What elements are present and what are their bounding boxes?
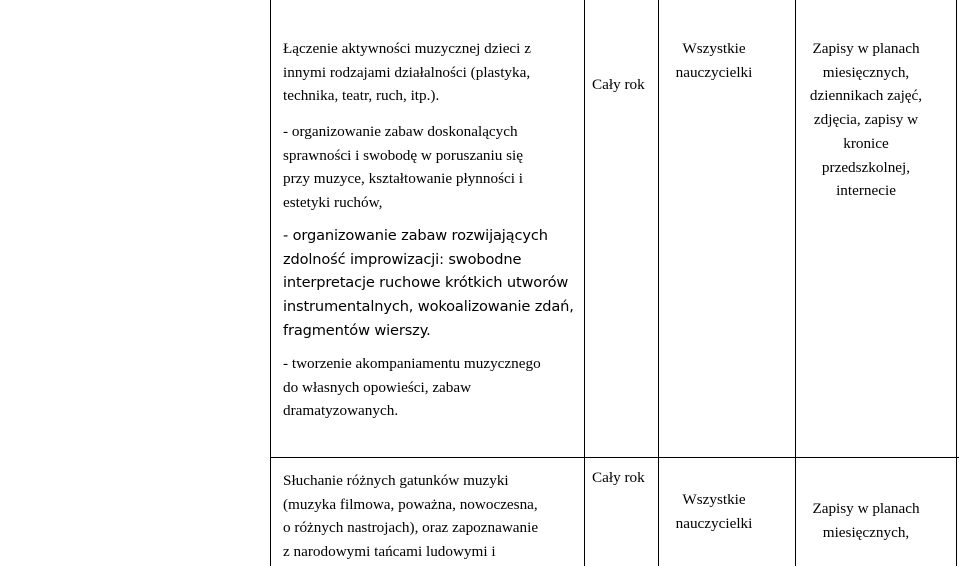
row2-activity-intro: Słuchanie różnych gatunków muzyki (muzyka filmowa, poważna, nowoczesna, o różnych nastrojach), oraz zapoznawanie z narodowymi tańcami ludowymi i bbox=[283, 472, 539, 561]
row1-activity-item-2: - organizowanie zabaw rozwijających zdolność improwizacji: swobodne interpretacje ruchowe krótkich utworów instrumentalnych, wokoalizowanie zdań, fragmentów wierszy. bbox=[283, 227, 574, 339]
row2-responsible: Wszystkie nauczycielki bbox=[675, 491, 753, 532]
column-divider-term bbox=[584, 0, 585, 566]
row1-activity-intro: Łączenie aktywności muzycznej dzieci z innymi rodzajami działalności (plastyka, technika, teatr, ruch, itp.). bbox=[283, 40, 531, 105]
row1-activity-item-1: - organizowanie zabaw doskonalących sprawności i swobodę w poruszaniu się przy muzyce, kształtowanie płynności i estetyki ruchów, bbox=[283, 123, 524, 212]
row-divider bbox=[270, 457, 959, 458]
row1-activity-item-3: - tworzenie akompaniamentu muzycznego do własnych opowieści, zabaw dramatyzowanych. bbox=[283, 355, 541, 420]
row1-term: Cały rok bbox=[592, 76, 645, 93]
row1-documentation: Zapisy w planach miesięcznych, dziennikach zajęć, zdjęcia, zapisy w kronice przedszkolnej, internecie bbox=[809, 40, 923, 200]
table-border-right bbox=[956, 0, 957, 566]
row1-responsible: Wszystkie nauczycielki bbox=[675, 40, 753, 81]
column-divider-responsible bbox=[658, 0, 659, 566]
table-border-left bbox=[270, 0, 271, 566]
row2-term: Cały rok bbox=[592, 469, 645, 486]
row2-documentation: Zapisy w planach miesięcznych, bbox=[812, 500, 920, 541]
